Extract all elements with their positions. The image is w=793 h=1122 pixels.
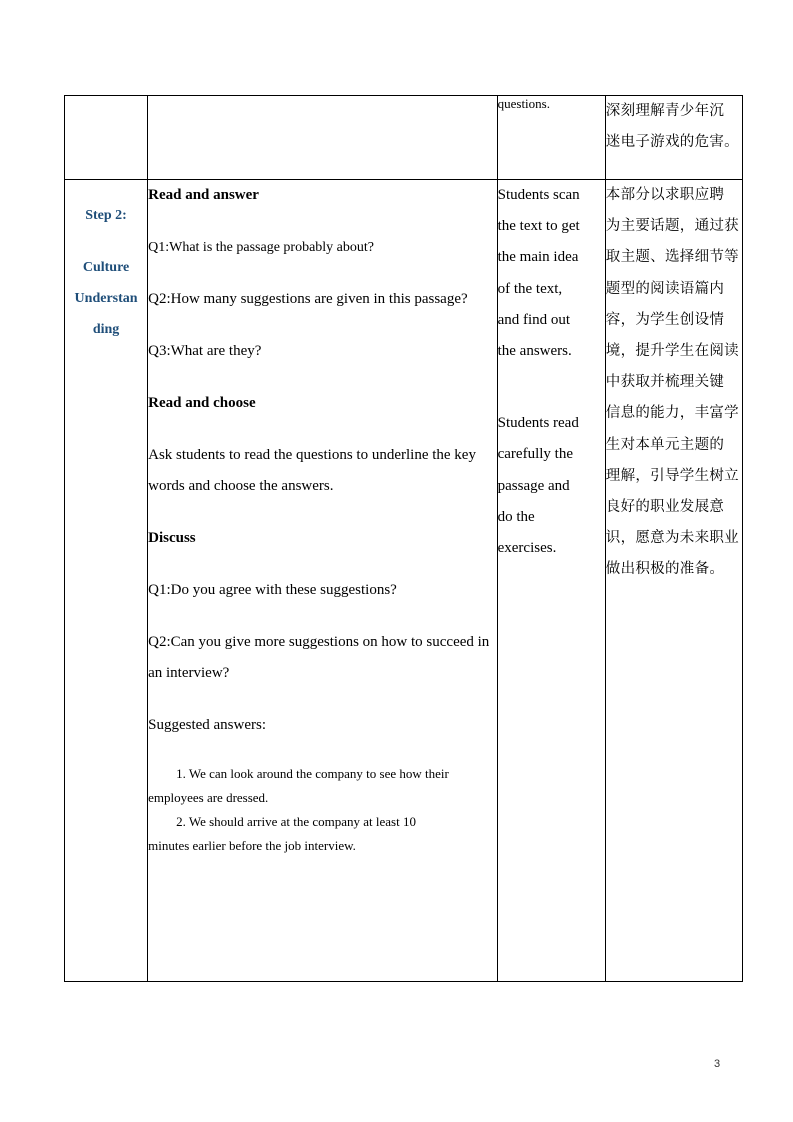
- activity-line: and find out: [497, 311, 571, 328]
- discuss-q2: Q2:Can you give more suggestions on how to succeed in an interview?: [148, 634, 490, 681]
- student-activity-cell: [497, 96, 605, 180]
- table-row: [65, 180, 743, 982]
- purpose-line: 识，愿意为未来职业: [605, 530, 739, 547]
- purpose-line: 容，为学生创设情: [605, 311, 725, 328]
- page-number: 3: [714, 1058, 721, 1070]
- purpose-line: 迷电子游戏的危害。: [605, 134, 739, 151]
- teaching-content-cell: [148, 180, 498, 982]
- step-title-line: Understan: [74, 291, 138, 306]
- question-q3: Q3:What are they?: [148, 343, 262, 359]
- content-cell-empty: [148, 96, 498, 180]
- step-title-line: ding: [92, 322, 120, 337]
- activity-line: passage and: [497, 477, 570, 494]
- student-activity-cell: [497, 180, 605, 982]
- purpose-line: 良好的职业发展意: [605, 499, 725, 516]
- purpose-line: 题型的阅读语篇内: [605, 280, 725, 297]
- student-activity-text: questions.: [497, 96, 550, 111]
- activity-line: Students read: [497, 415, 579, 432]
- answer-1-line2: employees are dressed.: [148, 790, 269, 805]
- purpose-line: 中获取并梳理关键: [605, 374, 725, 391]
- question-q2: Q2:How many suggestions are given in this passage?: [148, 291, 468, 307]
- activity-line: carefully the: [497, 446, 573, 463]
- activity-line: the answers.: [497, 343, 572, 360]
- purpose-line: 生对本单元主题的: [605, 436, 725, 453]
- purpose-cell: [605, 180, 742, 982]
- read-answer-heading: Read and answer: [148, 187, 259, 203]
- discuss-heading: Discuss: [148, 530, 196, 546]
- purpose-line: 理解，引导学生树立: [605, 467, 739, 484]
- activity-line: the main idea: [497, 249, 579, 266]
- purpose-line: 信息的能力，丰富学: [605, 405, 739, 422]
- step-cell: [65, 180, 148, 982]
- step-title-line: Culture: [82, 260, 130, 275]
- table-row: [65, 96, 743, 180]
- suggested-answers: [148, 762, 497, 858]
- activity-line: Students scan: [497, 187, 580, 203]
- lesson-plan-table: [64, 95, 743, 982]
- purpose-line: 做出积极的准备。: [605, 561, 725, 578]
- purpose-line: 取主题、选择细节等: [605, 249, 739, 266]
- purpose-line: 本部分以求职应聘: [605, 187, 725, 203]
- question-q1: Q1:What is the passage probably about?: [148, 240, 374, 255]
- purpose-line: 深刻理解青少年沉: [605, 103, 725, 119]
- step-number: Step 2:: [85, 208, 127, 223]
- activity-line: exercises.: [497, 540, 557, 557]
- answer-2-line2: minutes earlier before the job interview.: [148, 838, 356, 853]
- answer-2-line1: 2. We should arrive at the company at least 10: [176, 814, 416, 829]
- student-activity-block: [498, 408, 605, 564]
- read-choose-instruction: Ask students to read the questions to underline the key words and choose the answers.: [148, 447, 476, 494]
- step-cell-empty: [65, 96, 148, 180]
- purpose-line: 境，提升学生在阅读: [605, 343, 739, 360]
- read-choose-heading: Read and choose: [148, 395, 256, 411]
- activity-line: do the: [497, 508, 535, 525]
- discuss-q1: Q1:Do you agree with these suggestions?: [148, 582, 397, 598]
- activity-line: the text to get: [497, 218, 580, 235]
- answer-1-line1: 1. We can look around the company to see how their: [176, 766, 449, 781]
- suggested-answers-label: Suggested answers:: [148, 717, 267, 733]
- activity-line: of the text,: [497, 280, 563, 297]
- purpose-line: 为主要话题，通过获: [605, 218, 739, 235]
- student-activity-block: [498, 180, 605, 367]
- purpose-cell: [605, 96, 742, 180]
